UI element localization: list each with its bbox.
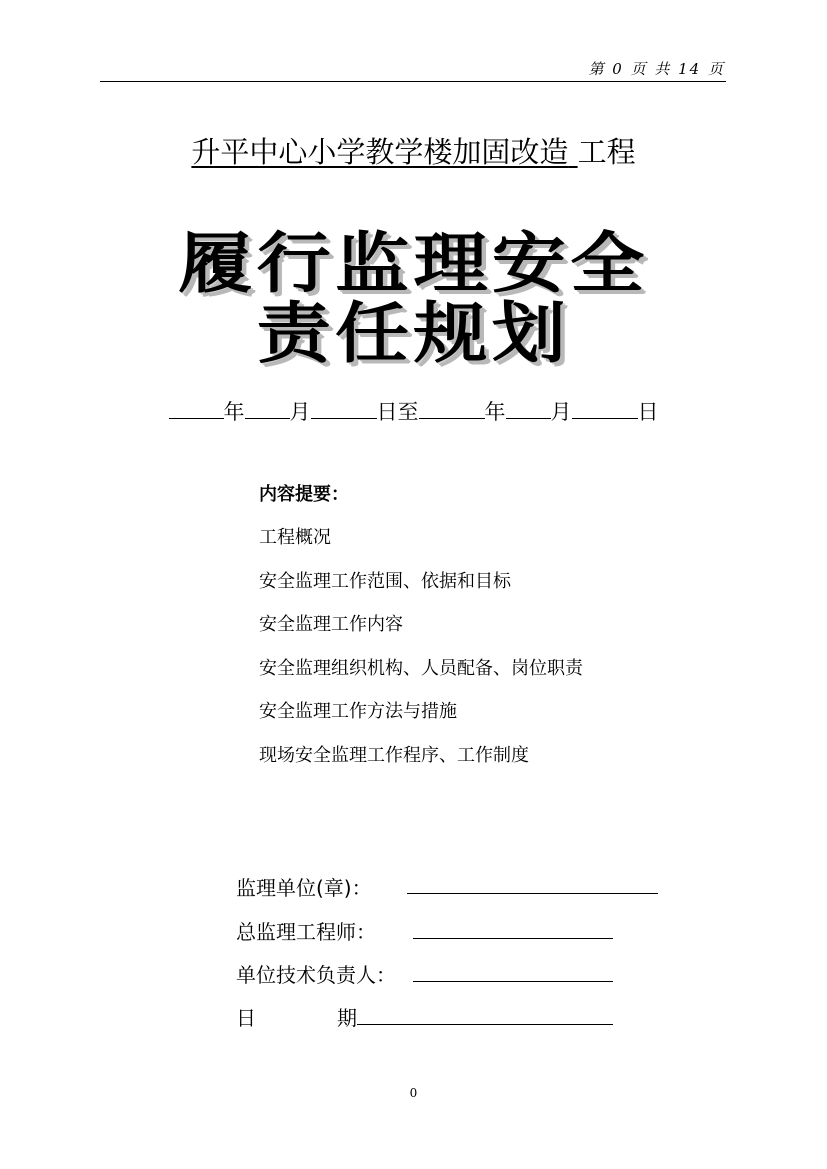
project-suffix: 工程 bbox=[577, 135, 636, 169]
start-day-blank bbox=[311, 398, 377, 419]
start-year-blank bbox=[169, 398, 224, 419]
contents-item: 安全监理工作范围、依据和目标 bbox=[259, 570, 511, 592]
tech-lead-signature-line bbox=[413, 981, 613, 982]
project-name: 升平中心小学教学楼加固改造 bbox=[191, 135, 569, 169]
contents-item: 安全监理工作内容 bbox=[259, 614, 403, 635]
end-year-blank bbox=[419, 398, 485, 419]
document-title-line-2: 责任规划 bbox=[256, 295, 571, 372]
chief-engineer-signature-line bbox=[413, 938, 613, 939]
contents-item: 安全监理工作方法与措施 bbox=[259, 701, 457, 722]
date-label-first-char: 日 bbox=[236, 1006, 256, 1030]
end-month-blank bbox=[506, 398, 551, 419]
contents-summary bbox=[259, 482, 583, 786]
chief-engineer-label: 总监理工程师： bbox=[236, 920, 376, 944]
contents-item: 安全监理组织机构、人员配备、岗位职责 bbox=[259, 657, 583, 679]
date-signature-line bbox=[357, 1024, 613, 1025]
project-title bbox=[0, 130, 827, 171]
page-counter-header: 第 0 页 共 14 页 bbox=[588, 60, 725, 78]
end-day-label: 日 bbox=[637, 400, 659, 424]
start-month-label: 月 bbox=[289, 400, 311, 424]
contents-heading: 内容提要： bbox=[259, 484, 349, 505]
document-title-line-1: 履行监理安全 bbox=[178, 225, 649, 302]
contents-item: 现场安全监理工作程序、工作制度 bbox=[259, 744, 529, 766]
date-range bbox=[0, 396, 827, 426]
start-day-label: 日至 bbox=[376, 400, 419, 424]
header-divider bbox=[100, 81, 726, 82]
end-day-blank bbox=[572, 398, 638, 419]
end-year-label: 年 bbox=[484, 400, 506, 424]
supervision-unit-signature-line bbox=[407, 893, 658, 894]
date-label-second-char: 期 bbox=[337, 1006, 357, 1030]
start-year-label: 年 bbox=[223, 400, 245, 424]
page-number-footer: 0 bbox=[409, 1086, 418, 1100]
end-month-label: 月 bbox=[550, 400, 572, 424]
supervision-unit-label: 监理单位(章)： bbox=[236, 876, 372, 900]
start-month-blank bbox=[245, 398, 290, 419]
contents-item: 工程概况 bbox=[259, 527, 331, 548]
tech-lead-label: 单位技术负责人： bbox=[236, 963, 396, 987]
